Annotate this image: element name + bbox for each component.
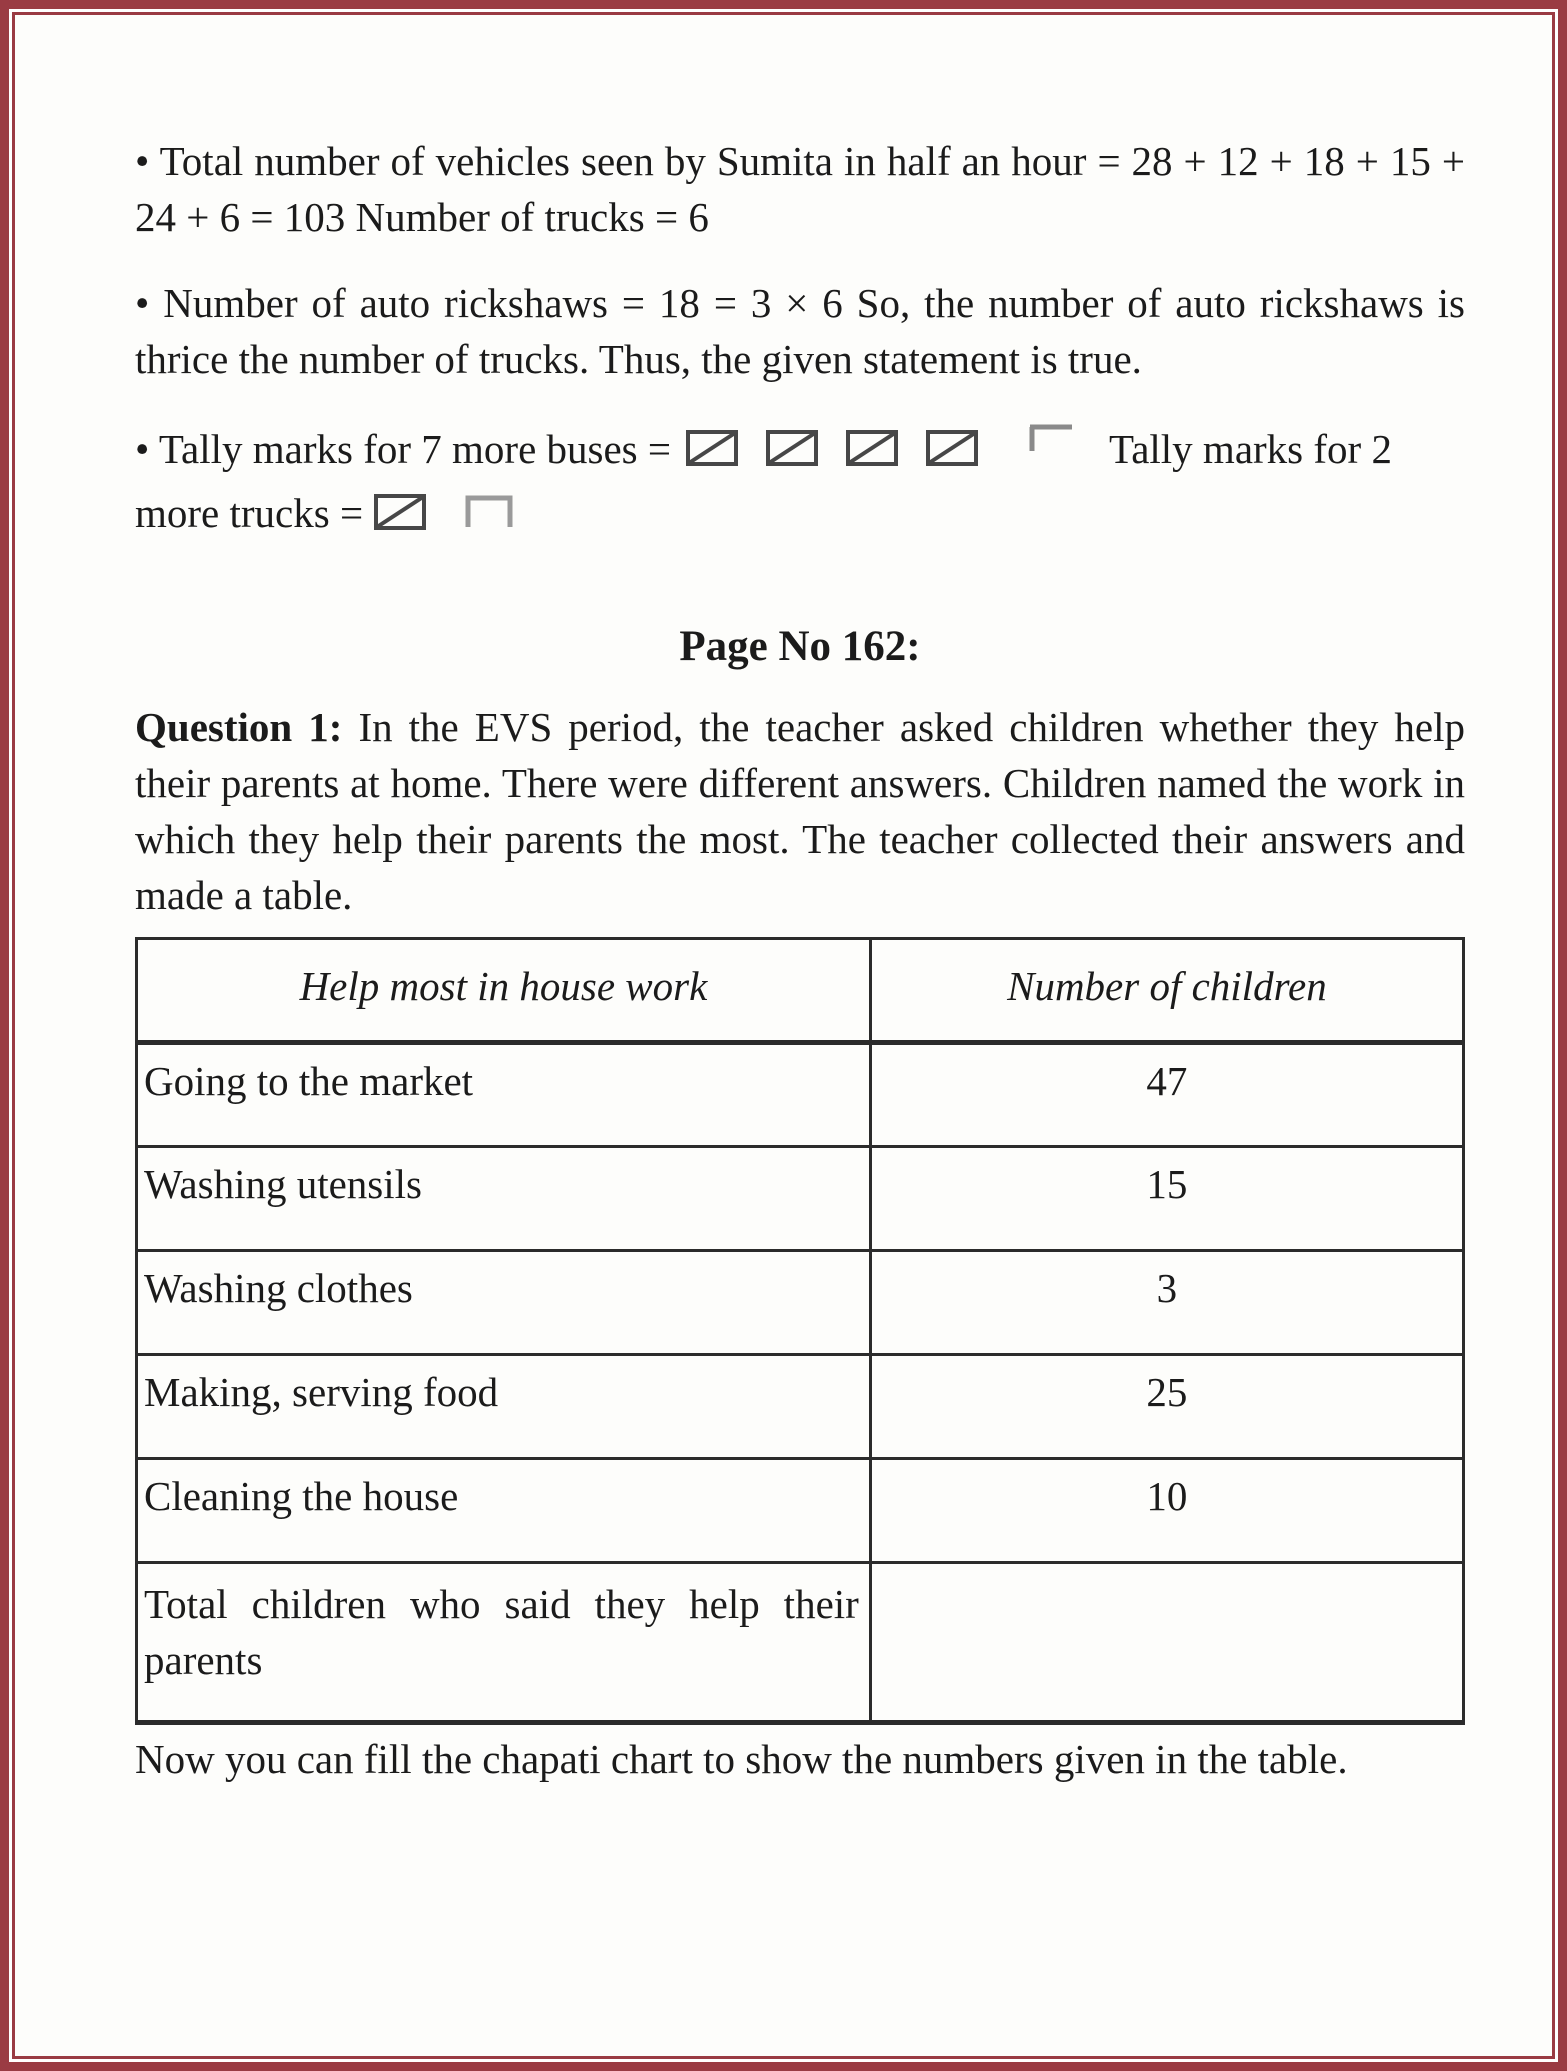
row-value: 10 — [870, 1459, 1463, 1563]
solution-bullet-rickshaws — [135, 275, 1465, 387]
row-label: Cleaning the house — [137, 1459, 871, 1563]
table-row — [137, 1043, 1464, 1147]
table-row — [137, 1251, 1464, 1355]
bullet-text: Total number of vehicles seen by Sumita in half an hour = 28 + 12 + 18 + 15 + 24 + 6 = 103 Number of trucks = 6 — [135, 138, 1466, 240]
question-label: Question 1: — [135, 704, 343, 750]
question-paragraph — [135, 699, 1465, 923]
row-label: Total children who said they help their parents — [137, 1563, 871, 1723]
bullet-icon: • — [135, 426, 150, 472]
solution-bullet-vehicles — [135, 133, 1465, 245]
column-header-children: Number of children — [870, 939, 1463, 1043]
tally-five-icon-group-trucks — [363, 490, 427, 536]
bullet-icon: • — [135, 138, 150, 184]
tally-trucks-label-part1: Tally marks for — [1109, 426, 1362, 472]
column-header-housework: Help most in house work — [137, 939, 871, 1043]
row-label: Making, serving food — [137, 1355, 871, 1459]
solution-bullet-tally — [135, 417, 1465, 545]
table-header-row — [137, 939, 1464, 1043]
table-row — [137, 1355, 1464, 1459]
row-label: Washing utensils — [137, 1147, 871, 1251]
row-label: Going to the market — [137, 1043, 871, 1147]
tally-three-icon — [427, 490, 515, 536]
bullet-text: Number of auto rickshaws = 18 = 3 × 6 So, the number of auto rickshaws is thrice the number of trucks. Thus, the given statement is true. — [135, 280, 1466, 382]
bullet-icon: • — [135, 280, 150, 326]
page-number-heading: Page No 162: — [679, 623, 921, 670]
row-value: 15 — [870, 1147, 1463, 1251]
table-row — [137, 1459, 1464, 1563]
row-value: 25 — [870, 1355, 1463, 1459]
row-value: 47 — [870, 1043, 1463, 1147]
row-value-empty — [870, 1563, 1463, 1723]
tally-trucks-label-part2: 2 more trucks = — [135, 426, 1392, 536]
row-label: Washing clothes — [137, 1251, 871, 1355]
housework-table — [135, 937, 1465, 1725]
page-inner-frame — [12, 12, 1555, 2059]
chapati-chart-note: Now you can fill the chapati chart to show the numbers given in the table. — [135, 1736, 1348, 1782]
tally-two-icon — [979, 426, 1075, 472]
table-row — [137, 1147, 1464, 1251]
tally-buses-label: Tally marks for 7 more buses = — [158, 426, 672, 472]
question-text: In the EVS period, the teacher asked children whether they help their parents at home. There were different answers. Children named the work in which they help their parents the most. The teacher collected their answers and made a table. — [135, 704, 1465, 918]
row-value: 3 — [870, 1251, 1463, 1355]
table-row-total — [137, 1563, 1464, 1723]
tally-five-icon-group-buses — [671, 426, 979, 472]
